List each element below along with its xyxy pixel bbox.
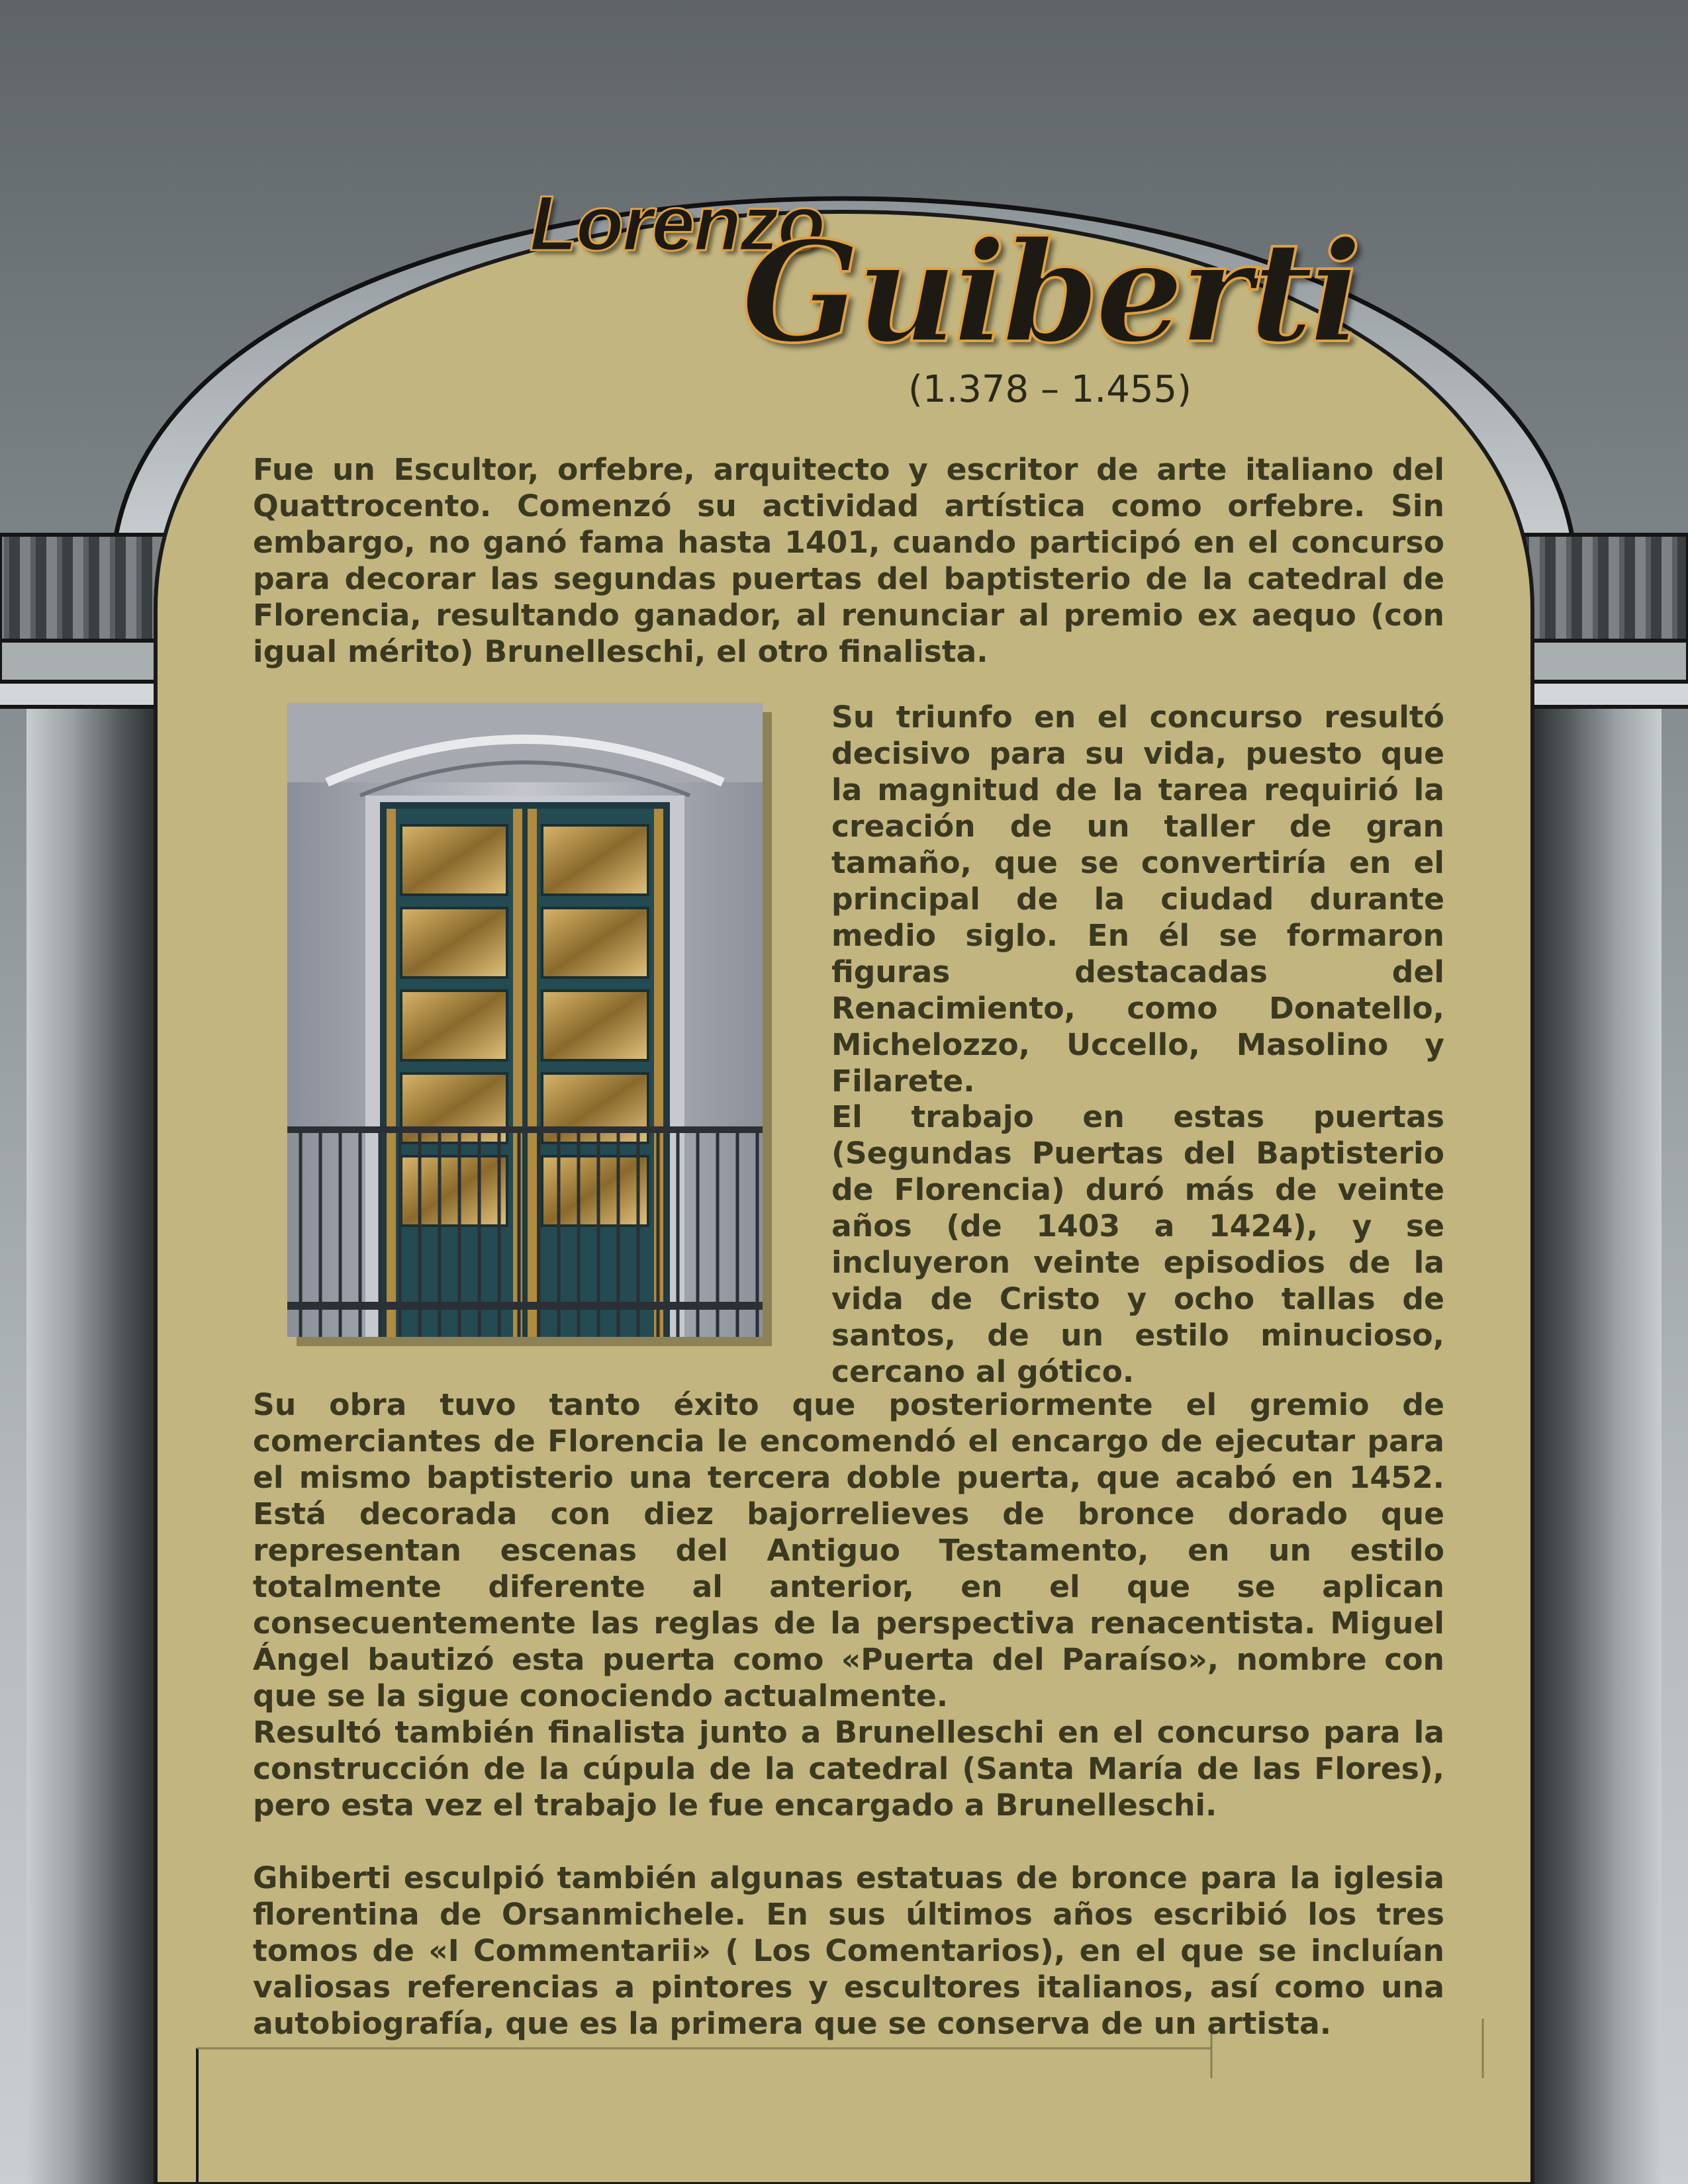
bronze-doors-photo bbox=[287, 703, 763, 1337]
paragraph-paradise-door: Su obra tuvo tanto éxito que posteriormente el gremio de comerciantes de Florencia le encomendó el encargo de ejecutar para el mismo baptisterio una tercera doble puerta, que acabó en 1452. Está decorada con diez bajorrelieves de bronce dorado que representan escenas del Antiguo Testamento, en un estilo totalmente diferente al anterior, en el que se aplican consecuentemente las reglas de la perspectiva renacentista. Miguel Ángel bautizó esta puerta como «Puerta del Paraíso», nombre con que se la sigue conociendo actualmente. bbox=[253, 1387, 1444, 1713]
paragraph-dome-contest: Resultó también finalista junto a Brunelleschi en el concurso para la construcción de la cúpula de la catedral (Santa María de las Flores), pero esta vez el trabajo le fue encargado a Brunelleschi. bbox=[253, 1715, 1444, 1823]
right-column bbox=[1532, 702, 1662, 2184]
paragraph-doors-work: El trabajo en estas puertas (Segundas Puertas del Baptisterio de Florencia) duró más de veinte años (de 1403 a 1424), y se incluyeron veinte episodios de la vida de Cristo y ocho tallas de santos, de un estilo minucioso, cercano al gótico. bbox=[831, 1099, 1444, 1389]
title-last-name: Guiberti bbox=[741, 210, 1358, 374]
paragraph-later-years: Ghiberti esculpió también algunas estatuas de bronce para la iglesia florentina de Orsanmichele. En sus últimos años escribió los tres tomos de «I Commentarii» ( Los Comentarios), en el que se incluían valiosas referencias a pintores y escultores italianos, así como una autobiografía, que es la primera que se conserva de un artista. bbox=[253, 1860, 1444, 2041]
life-dates: (1.378 – 1.455) bbox=[908, 368, 1192, 411]
left-column bbox=[26, 702, 156, 2184]
paragraph-triumph: Su triunfo en el concurso resultó decisivo para su vida, puesto que la magnitud de la tarea requirió la creación de un taller de gran tamaño, que se convertiría en el principal de la ciudad durante medio siglo. En él se formaron figuras destacadas del Renacimiento, como Donatello, Michelozzo, Uccello, Masolino y Filarete. bbox=[831, 700, 1444, 1099]
right-capital bbox=[1509, 535, 1688, 707]
paragraph-intro: Fue un Escultor, orfebre, arquitecto y escritor de arte italiano del Quattrocento. Comenzó su actividad artística como orfebre. Sin embargo, no ganó fama hasta 1401, cuando participó en el concurso para decorar las segundas puertas del baptisterio de la catedral de Florencia, resultando ganador, al renunciar al premio ex aequo (con igual mérito) Brunelleschi, el otro finalista. bbox=[253, 452, 1444, 669]
left-capital bbox=[0, 535, 179, 707]
title-first-name: Lorenzo bbox=[530, 180, 824, 267]
